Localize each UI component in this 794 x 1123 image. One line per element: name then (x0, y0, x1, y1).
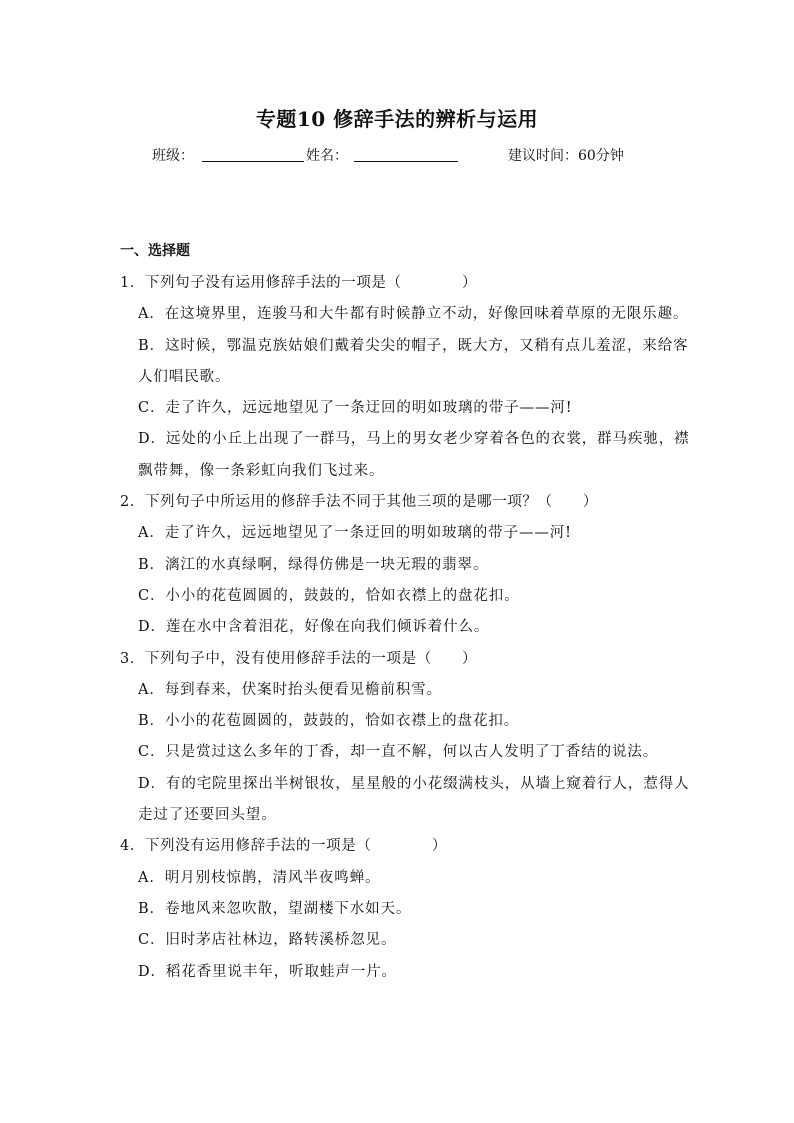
question-1 (120, 268, 690, 487)
option-b: B．小小的花苞圆圆的，鼓鼓的，恰如衣襟上的盘花扣。 (138, 713, 520, 730)
question-3 (120, 644, 690, 832)
option-a: A．走了许久，远远地望见了一条迂回的明如玻璃的带子——河! (138, 525, 572, 542)
option-a: A．明月别枝惊鹊，清风半夜鸣蝉。 (138, 869, 381, 886)
question-stem: 2．下列句子中所运用的修辞手法不同于其他三项的是哪一项？（ ） (120, 494, 598, 511)
question-stem: 4．下列没有运用修辞手法的一项是（ ） (120, 838, 447, 855)
option-b: B．这时候，鄂温克族姑娘们戴着尖尖的帽子，既大方，又稍有点儿羞涩，来给客人们唱民歌。 (138, 337, 689, 385)
option-c: C．旧时茅店社林边，路转溪桥忽见。 (138, 932, 397, 949)
question-2 (120, 487, 690, 643)
option-d: D．远处的小丘上出现了一群马，马上的男女老少穿着各色的衣裳，群马疾驰，襟飘带舞，像一条彩虹向我们飞过来。 (138, 431, 690, 479)
section-heading: 一、选择题 (120, 243, 190, 259)
option-d: D．有的宅院里探出半树银妆，星星般的小花缀满枝头，从墙上窥着行人，惹得人走过了还要回头望。 (138, 775, 690, 824)
time-label: 建议时间：60分钟 (508, 148, 624, 164)
option-c: C．只是赏过这么多年的丁香，却一直不解，何以古人发明了丁香结的说法。 (138, 744, 659, 761)
question-stem: 3．下列句子中，没有使用修辞手法的一项是（ ） (120, 650, 478, 667)
option-a: A．在这境界里，连骏马和大牛都有时候静立不动，好像回味着草原的无限乐趣。 (138, 306, 689, 323)
question-stem: 1．下列句子没有运用修辞手法的一项是（ ） (120, 275, 478, 291)
option-b: B．卷地风来忽吹散，望湖楼下水如天。 (138, 900, 412, 917)
class-blank (202, 146, 304, 168)
question-4 (120, 831, 690, 987)
option-d: D．稻花香里说丰年，听取蛙声一片。 (138, 963, 397, 980)
student-info-row (152, 146, 672, 166)
option-a: A．每到春来，伏案时抬头便看见檐前积雪。 (138, 681, 442, 698)
name-blank (354, 146, 458, 168)
class-label: 班级： (152, 148, 194, 164)
name-label: 姓名： (306, 148, 348, 164)
question-list (120, 268, 690, 988)
option-d: D．莲在水中含着泪花，好像在向我们倾诉着什么。 (138, 619, 490, 636)
page-title: 专题10 修辞手法的辨析与运用 (255, 107, 539, 131)
option-c: C．小小的花苞圆圆的，鼓鼓的，恰如衣襟上的盘花扣。 (138, 587, 520, 604)
option-c: C．走了许久，远远地望见了一条迂回的明如玻璃的带子——河! (138, 400, 573, 417)
option-b: B．漓江的水真绿啊，绿得仿佛是一块无瑕的翡翠。 (138, 556, 489, 573)
